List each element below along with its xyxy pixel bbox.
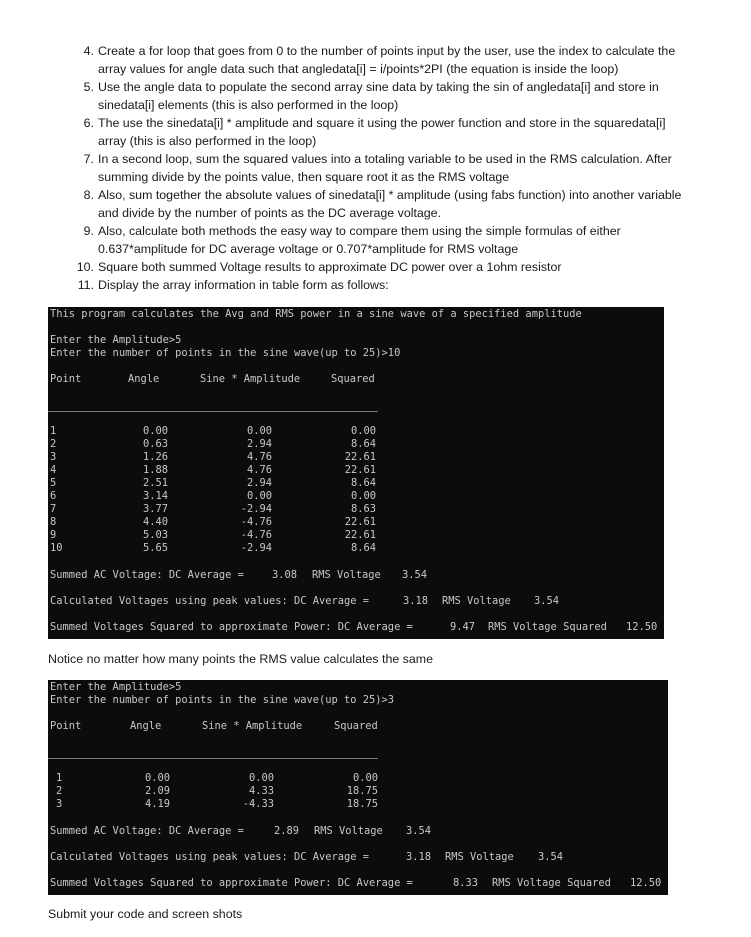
cell-angle: 0.00	[144, 772, 170, 784]
points-prompt: Enter the number of points in the sine wave(up to 25)>10	[50, 347, 401, 359]
header-squared: Squared	[331, 373, 375, 385]
step-text: The use the sinedata[i] * amplitude and square it using the power function and store in the squaredata[i] array (this is also performed in the loop)	[98, 116, 666, 148]
cell-angle: 5.65	[142, 542, 168, 554]
cell-point: 9	[50, 529, 57, 541]
cell-angle: 5.03	[142, 529, 168, 541]
cell-sine: 2.94	[246, 477, 272, 489]
cell-sine: 0.00	[246, 425, 272, 437]
summary-label: Summed AC Voltage: DC Average =	[50, 825, 244, 837]
cell-squared: 22.61	[344, 464, 376, 476]
header-sine-amplitude: Sine * Amplitude	[202, 720, 303, 732]
cell-point: 8	[50, 516, 57, 528]
cell-angle: 0.00	[142, 425, 168, 437]
rms-value: 3.54	[402, 569, 428, 581]
step-number: 9.	[83, 224, 94, 238]
step-number: 11.	[77, 278, 94, 292]
rms-value: 12.50	[626, 621, 658, 633]
header-point: Point	[50, 373, 82, 385]
step-text: Create a for loop that goes from 0 to the number of points input by the user, use the index to calculate the array values for angle data such that angledata[i] = i/points*2PI (the equation is inside the loop)	[98, 44, 676, 76]
step-8	[0, 186, 751, 222]
step-5	[0, 78, 751, 114]
step-number: 5.	[83, 80, 94, 94]
console-output-3-points	[48, 680, 668, 895]
cell-squared: 0.00	[352, 772, 378, 784]
cell-sine: -2.94	[240, 542, 272, 554]
cell-sine: 0.00	[248, 772, 274, 784]
table-divider	[48, 411, 378, 412]
cell-sine: -4.76	[240, 529, 272, 541]
step-number: 10.	[76, 260, 94, 274]
step-9	[0, 222, 751, 258]
step-4	[0, 42, 751, 78]
cell-point: 3	[56, 798, 63, 810]
step-text: Square both summed Voltage results to approximate DC power over a 1ohm resistor	[98, 260, 562, 274]
cell-squared: 22.61	[344, 516, 376, 528]
cell-angle: 4.40	[142, 516, 168, 528]
cell-sine: -4.76	[240, 516, 272, 528]
step-text: In a second loop, sum the squared values into a totaling variable to be used in the RMS calculation. After summing divide by the points value, then square root it as the RMS voltage	[98, 152, 672, 184]
rms-value: 3.54	[406, 825, 432, 837]
dc-average-value: 9.47	[450, 621, 476, 633]
cell-squared: 0.00	[350, 490, 376, 502]
cell-sine: 4.76	[246, 464, 272, 476]
dc-average-value: 3.18	[403, 595, 429, 607]
cell-squared: 22.61	[344, 529, 376, 541]
table-divider	[48, 758, 378, 759]
cell-point: 1	[56, 772, 63, 784]
cell-angle: 3.14	[142, 490, 168, 502]
cell-point: 6	[50, 490, 57, 502]
step-text: Use the angle data to populate the second array sine data by taking the sin of angledata[i] and store in sinedata[i] elements (this is also performed in the loop)	[98, 80, 659, 112]
header-point: Point	[50, 720, 82, 732]
step-number: 8.	[83, 188, 94, 202]
summary-label: Calculated Voltages using peak values: DC Average =	[50, 851, 370, 863]
cell-angle: 0.63	[142, 438, 168, 450]
dc-average-value: 8.33	[453, 877, 479, 889]
rms-note: Notice no matter how many points the RMS value calculates the same	[48, 652, 433, 666]
rms-value: 3.54	[538, 851, 564, 863]
cell-squared: 8.63	[350, 503, 376, 515]
cell-sine: 0.00	[246, 490, 272, 502]
cell-squared: 8.64	[350, 438, 376, 450]
cell-sine: -4.33	[242, 798, 274, 810]
dc-average-value: 3.08	[272, 569, 298, 581]
cell-squared: 18.75	[346, 785, 378, 797]
amplitude-prompt: Enter the Amplitude>5	[50, 681, 182, 693]
cell-sine: -2.94	[240, 503, 272, 515]
instruction-list	[0, 42, 751, 294]
rms-label: RMS Voltage	[312, 569, 381, 581]
cell-point: 4	[50, 464, 57, 476]
step-10	[0, 258, 751, 276]
dc-average-value: 3.18	[406, 851, 432, 863]
cell-point: 7	[50, 503, 57, 515]
cell-squared: 8.64	[350, 477, 376, 489]
console-output-10-points	[48, 307, 664, 639]
step-number: 7.	[83, 152, 94, 166]
cell-squared: 8.64	[350, 542, 376, 554]
program-intro: This program calculates the Avg and RMS power in a sine wave of a specified amplitude	[50, 308, 582, 320]
header-sine-amplitude: Sine * Amplitude	[200, 373, 301, 385]
summary-label: Summed Voltages Squared to approximate Power: DC Average =	[50, 877, 413, 889]
cell-squared: 0.00	[350, 425, 376, 437]
rms-label: RMS Voltage	[314, 825, 383, 837]
step-text: Also, sum together the absolute values of sinedata[i] * amplitude (using fabs function) into another variable and divide by the number of points as the DC average voltage.	[98, 188, 682, 220]
cell-squared: 22.61	[344, 451, 376, 463]
header-angle: Angle	[128, 373, 160, 385]
cell-angle: 4.19	[144, 798, 170, 810]
rms-value: 12.50	[630, 877, 662, 889]
step-7	[0, 150, 751, 186]
cell-point: 3	[50, 451, 57, 463]
step-6	[0, 114, 751, 150]
cell-point: 10	[50, 542, 63, 554]
points-prompt: Enter the number of points in the sine wave(up to 25)>3	[50, 694, 395, 706]
cell-sine: 4.33	[248, 785, 274, 797]
cell-angle: 1.88	[142, 464, 168, 476]
cell-sine: 4.76	[246, 451, 272, 463]
rms-label: RMS Voltage Squared	[488, 621, 607, 633]
cell-angle: 2.09	[144, 785, 170, 797]
rms-label: RMS Voltage Squared	[492, 877, 611, 889]
cell-angle: 3.77	[142, 503, 168, 515]
cell-point: 5	[50, 477, 57, 489]
step-number: 6.	[83, 116, 94, 130]
header-angle: Angle	[130, 720, 162, 732]
rms-value: 3.54	[534, 595, 560, 607]
summary-label: Summed AC Voltage: DC Average =	[50, 569, 244, 581]
cell-sine: 2.94	[246, 438, 272, 450]
step-text: Also, calculate both methods the easy way to compare them using the simple formulas of either 0.637*amplitude for DC average voltage or 0.707*amplitude for RMS voltage	[98, 224, 621, 256]
amplitude-prompt: Enter the Amplitude>5	[50, 334, 182, 346]
step-text: Display the array information in table form as follows:	[98, 278, 389, 292]
submit-instruction: Submit your code and screen shots	[48, 907, 243, 921]
cell-angle: 1.26	[142, 451, 168, 463]
rms-label: RMS Voltage	[445, 851, 514, 863]
dc-average-value: 2.89	[274, 825, 300, 837]
cell-point: 1	[50, 425, 57, 437]
cell-point: 2	[50, 438, 57, 450]
rms-label: RMS Voltage	[442, 595, 511, 607]
step-11	[0, 276, 751, 294]
cell-angle: 2.51	[142, 477, 168, 489]
step-number: 4.	[83, 44, 94, 58]
header-squared: Squared	[334, 720, 378, 732]
cell-squared: 18.75	[346, 798, 378, 810]
summary-label: Calculated Voltages using peak values: DC Average =	[50, 595, 370, 607]
summary-label: Summed Voltages Squared to approximate Power: DC Average =	[50, 621, 413, 633]
cell-point: 2	[56, 785, 63, 797]
